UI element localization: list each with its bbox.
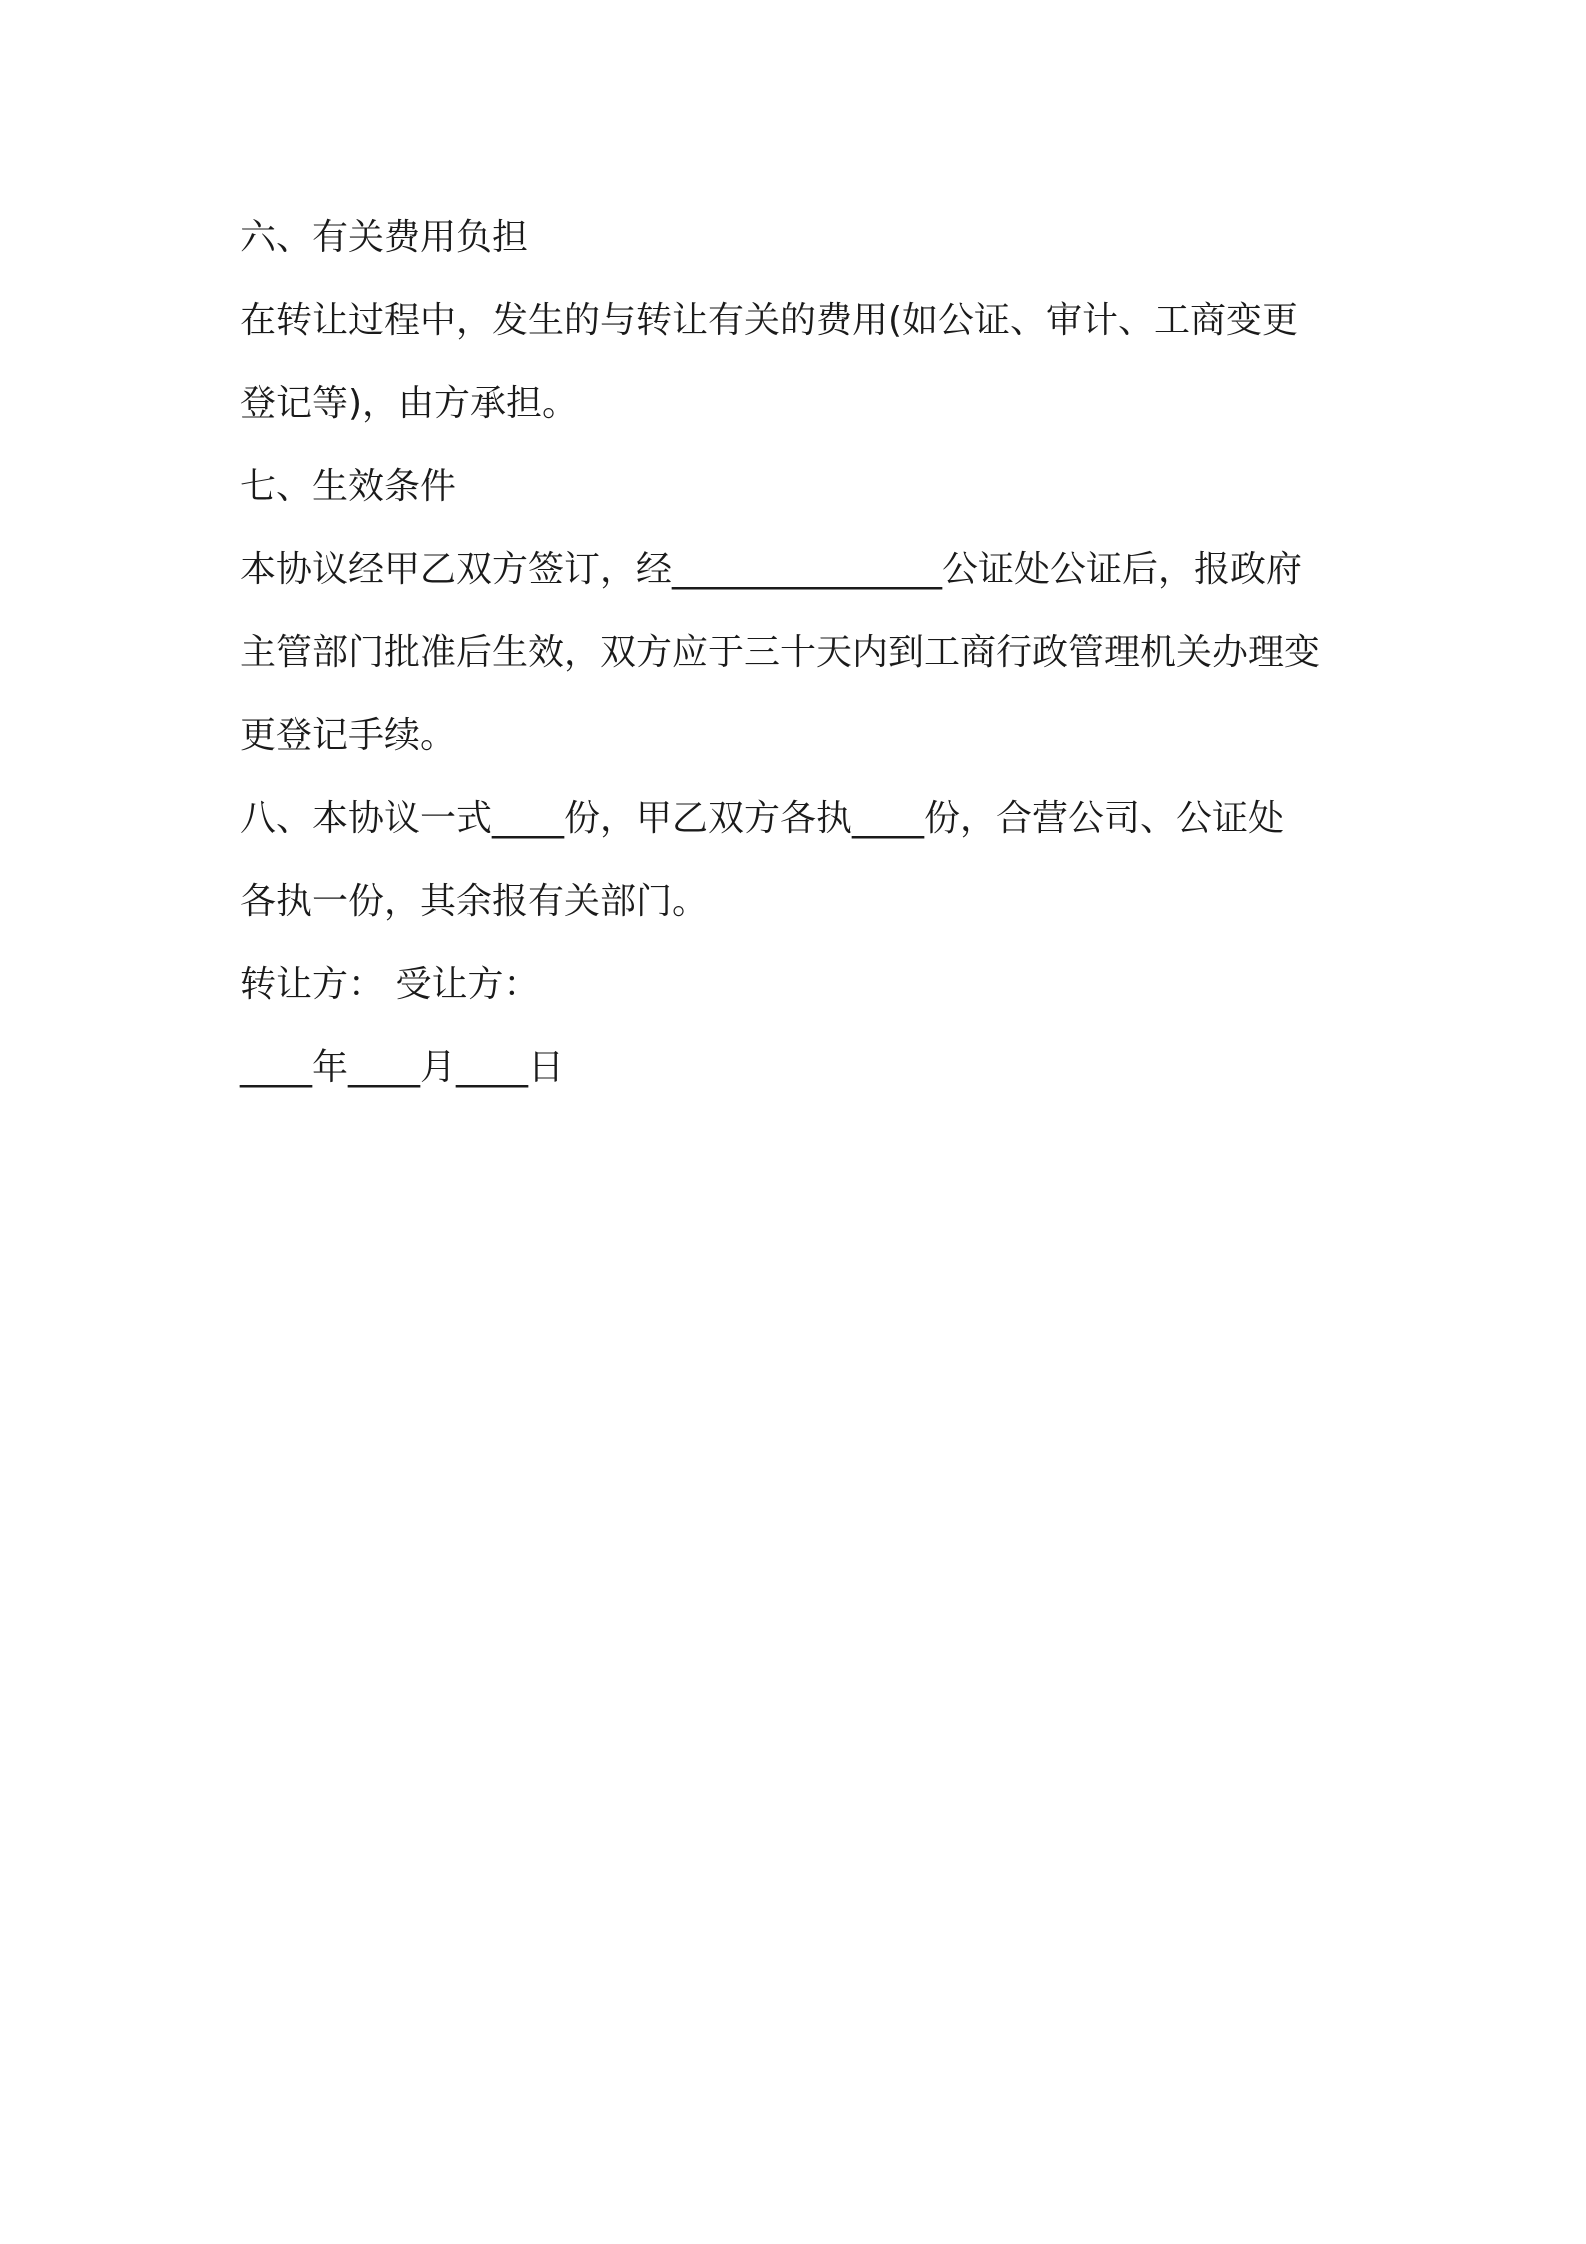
- section-7-text-line-3: 更登记手续。: [240, 715, 457, 756]
- section-7-text-line-1: 本协议经甲乙双方签订，经_______________公证处公证后，报政府: [240, 549, 1303, 590]
- section-8-text-line-2: 各执一份，其余报有关部门。: [240, 881, 709, 922]
- section-6-text-line-2: 登记等)，由方承担。: [240, 383, 579, 424]
- signature-date: ____年____月____日: [240, 1047, 565, 1088]
- section-6-text-line-1: 在转让过程中，发生的与转让有关的费用(如公证、审计、工商变更: [240, 300, 1299, 341]
- section-7-heading: 七、生效条件: [240, 466, 457, 507]
- document-body: [240, 196, 1360, 1109]
- section-6-heading: 六、有关费用负担: [240, 217, 529, 258]
- section-8-text-line-1: 八、本协议一式____份，甲乙双方各执____份，合营公司、公证处: [240, 798, 1285, 839]
- signature-parties: 转让方： 受让方：: [240, 964, 540, 1005]
- section-7-text-line-2: 主管部门批准后生效，双方应于三十天内到工商行政管理机关办理变: [240, 632, 1321, 673]
